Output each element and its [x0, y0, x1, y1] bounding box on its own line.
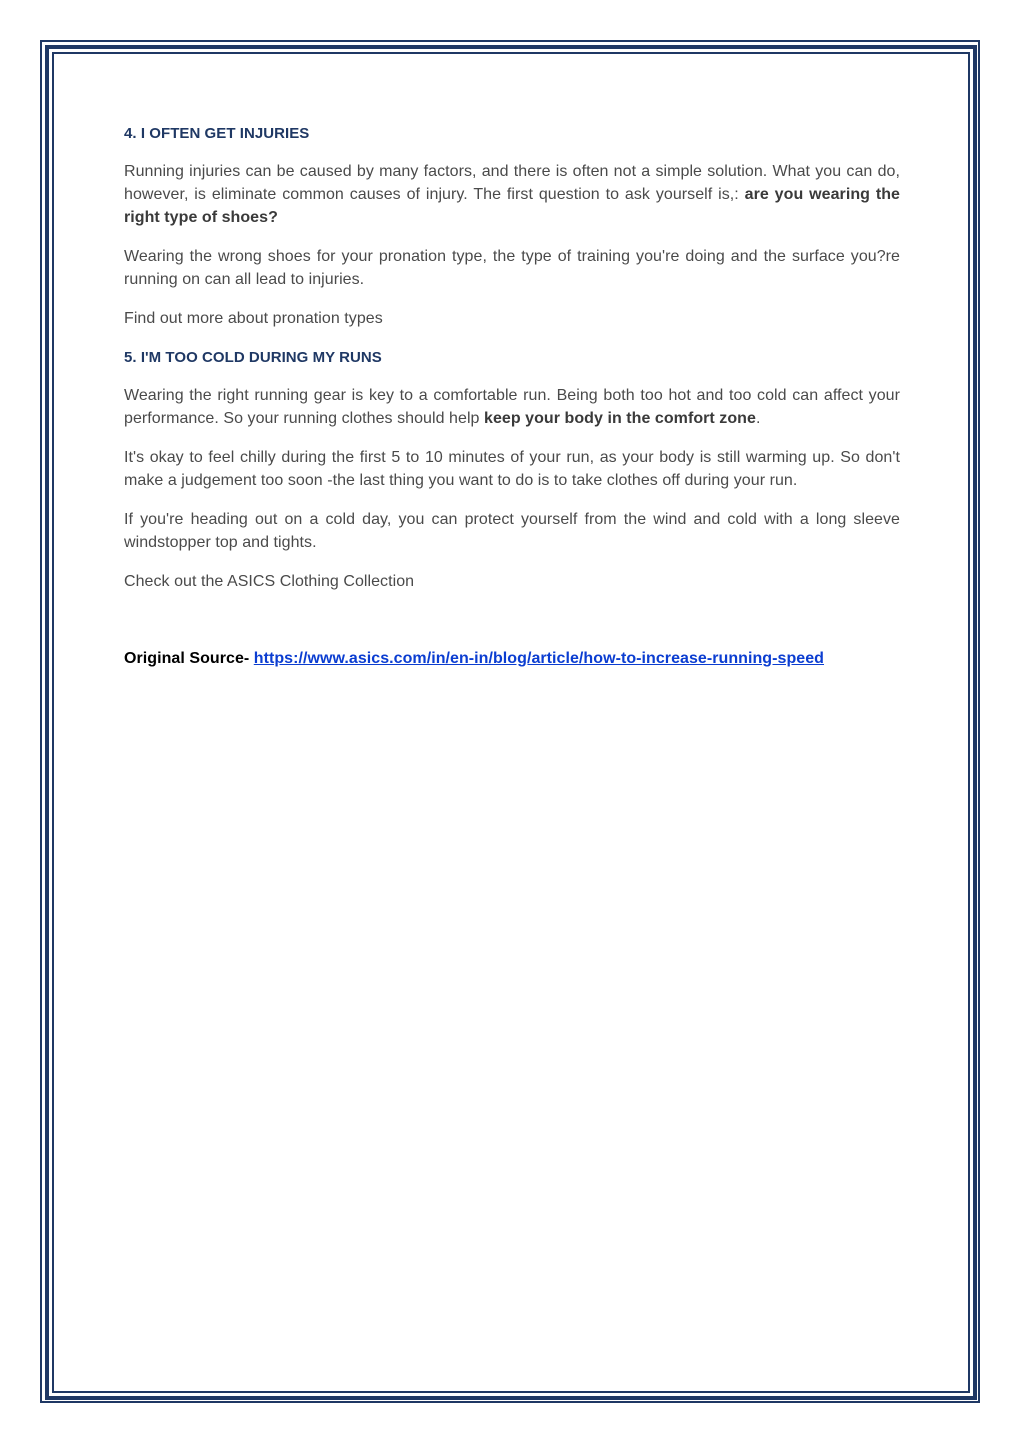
paragraph-text: Running injuries can be caused by many factors, and there is often not a simple solution. What you can do, however, is eliminate common causes of injury. The first question to ask yourself is,:	[124, 163, 900, 203]
source-label: Original Source-	[124, 650, 254, 667]
section-heading-injuries: 4. I OFTEN GET INJURIES	[124, 125, 310, 142]
section-heading-cold: 5. I'M TOO COLD DURING MY RUNS	[124, 349, 382, 366]
source-link[interactable]: https://www.asics.com/in/en-in/blog/article/how-to-increase-running-speed	[253, 650, 825, 667]
emphasis-text: keep your body in the comfort zone	[484, 410, 756, 427]
document-body	[124, 122, 900, 670]
paragraph-end: .	[755, 410, 761, 427]
paragraph-text: Wearing the right running gear is key to a comfortable run. Being both too hot and too cold can affect your performance. So your running clothes should help	[124, 387, 900, 427]
paragraph-cold-day: If you're heading out on a cold day, you can protect yourself from the wind and cold with a long sleeve windstopper top and tights.	[124, 511, 900, 551]
paragraph-clothing-collection: Check out the ASICS Clothing Collection	[124, 573, 415, 590]
paragraph-pronation-link: Find out more about pronation types	[124, 310, 383, 327]
paragraph-wrong-shoes: Wearing the wrong shoes for your pronation type, the type of training you're doing and the surface you?re running on can all lead to injuries.	[124, 248, 900, 288]
paragraph-injury-causes	[124, 160, 900, 229]
paragraph-chilly: It's okay to feel chilly during the first 5 to 10 minutes of your run, as your body is still warming up. So don't make a judgement too soon -the last thing you want to do is to take clothes off during your run.	[124, 449, 900, 489]
original-source	[124, 647, 900, 670]
emphasis-text: are you wearing the right type of shoes?	[124, 186, 900, 226]
paragraph-running-gear	[124, 384, 900, 430]
